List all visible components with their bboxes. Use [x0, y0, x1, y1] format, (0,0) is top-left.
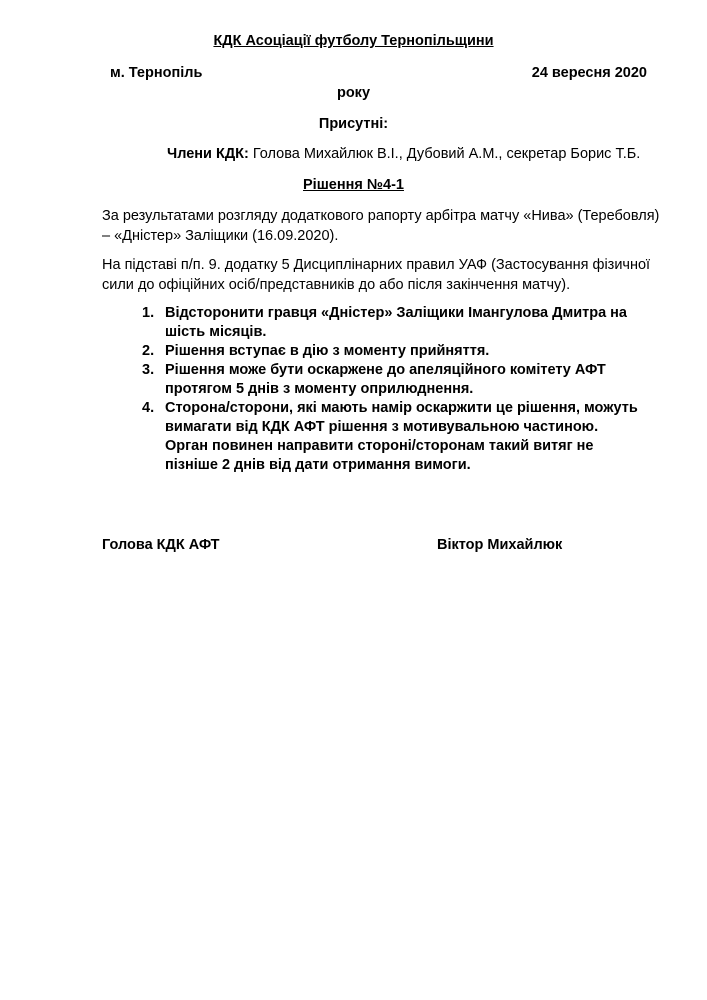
paragraph-basis: На підставі п/п. 9. додатку 5 Дисциплінарних правил УАФ (Застосування фізичної сили до офіційних осіб/представників до або після закінчення матчу). [102, 257, 651, 293]
decision-item [125, 361, 645, 399]
city: м. Тернопіль [110, 65, 203, 81]
signature-name: Віктор Михайлюк [437, 537, 563, 553]
decision-list [125, 304, 645, 475]
decision-text: Рішення може бути оскаржене до апеляційного комітету АФТ протягом 5 днів з моменту оприлюднення. [165, 362, 606, 397]
decision-number: 3. [142, 362, 155, 378]
decision-item [125, 304, 645, 342]
present-heading: Присутні: [318, 116, 389, 132]
date-year: року [336, 85, 371, 101]
document-title: КДК Асоціації футболу Тернопільщини [213, 33, 494, 49]
decision-text: Сторона/сторони, які мають намір оскаржити це рішення, можуть вимагати від КДК АФТ рішення з мотивувальною частиною. Орган повинен направити стороні/сторонам такий витяг не пізніше 2 днів від дати отримання вимоги. [165, 400, 638, 473]
date: 24 вересня 2020 [531, 65, 647, 81]
members-label: Члени КДК: [167, 146, 249, 162]
decision-text: Рішення вступає в дію з моменту прийняття. [165, 343, 490, 359]
decision-title: Рішення №4-1 [303, 177, 404, 193]
paragraph-report: За результатами розгляду додаткового рапорту арбітра матчу «Нива» (Теребовля) – «Дністер» Заліщики (16.09.2020). [102, 208, 660, 244]
decision-item [125, 342, 645, 361]
decision-number: 2. [142, 343, 155, 359]
signature-role: Голова КДК АФТ [102, 537, 220, 553]
decision-number: 1. [142, 305, 155, 321]
decision-text: Відсторонити гравця «Дністер» Заліщики Імангулова Дмитра на шість місяців. [165, 305, 627, 340]
members-text: Голова Михайлюк В.І., Дубовий А.М., секретар Борис Т.Б. [248, 146, 641, 162]
decision-number: 4. [142, 400, 155, 416]
decision-item [125, 399, 645, 475]
members-line [167, 146, 640, 162]
